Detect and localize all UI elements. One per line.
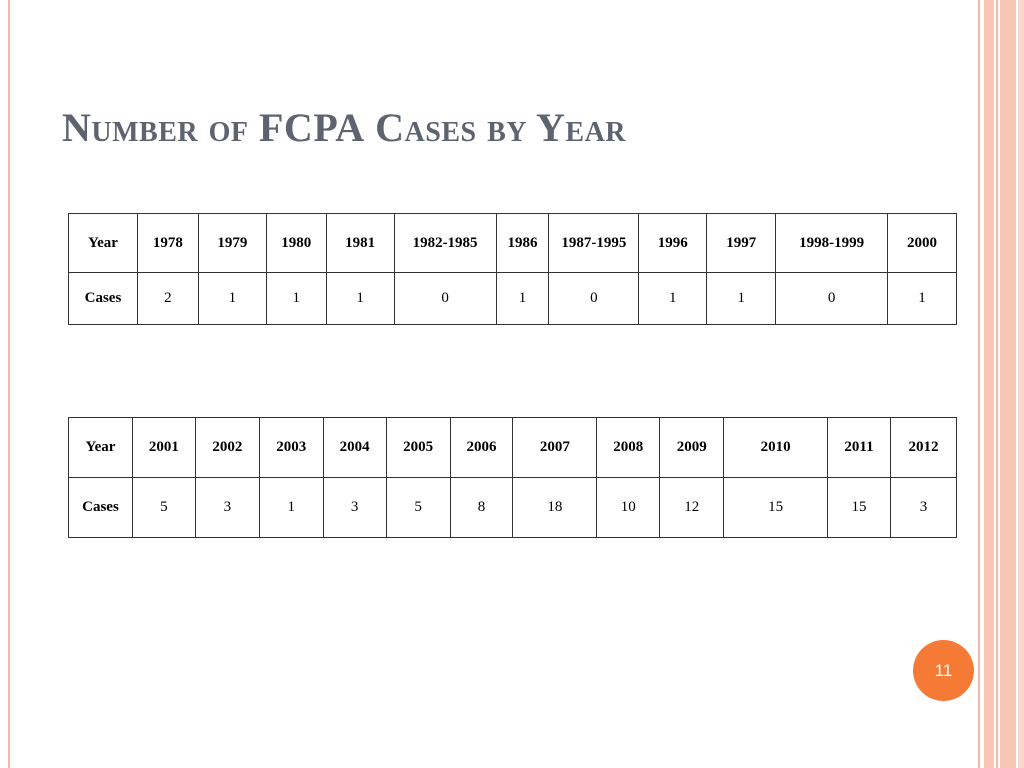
cases-cell: 12 [660, 478, 724, 538]
cases-cell: 3 [323, 478, 386, 538]
left-border-rule [8, 0, 10, 768]
table-row-years [69, 214, 957, 273]
cases-row-label: Cases [69, 273, 138, 325]
cases-cell: 5 [386, 478, 450, 538]
stripe [978, 0, 980, 768]
cases-cell: 15 [724, 478, 828, 538]
cases-cell: 1 [259, 478, 323, 538]
year-cell: 2004 [323, 418, 386, 478]
stripe [1000, 0, 1016, 768]
cases-cell: 3 [890, 478, 956, 538]
year-cell: 1997 [707, 214, 776, 273]
page-number: 11 [934, 660, 953, 680]
cases-cell: 0 [394, 273, 496, 325]
cases-cell: 1 [326, 273, 394, 325]
year-cell: 1980 [266, 214, 326, 273]
year-cell: 2002 [195, 418, 259, 478]
title-part: FCPA [259, 105, 365, 150]
year-cell: 2005 [386, 418, 450, 478]
cases-cell: 1 [496, 273, 549, 325]
cases-cell: 18 [513, 478, 597, 538]
cases-cell: 0 [549, 273, 639, 325]
year-cell: 1986 [496, 214, 549, 273]
title-part: Cases by Year [364, 105, 627, 150]
cases-cell: 5 [132, 478, 195, 538]
year-cell: 2010 [724, 418, 828, 478]
table-row-cases [69, 273, 957, 325]
cases-cell: 1 [707, 273, 776, 325]
title-part: Number [62, 105, 199, 150]
year-row-label: Year [69, 214, 138, 273]
year-cell: 2006 [450, 418, 513, 478]
cases-cell: 3 [195, 478, 259, 538]
year-row-label: Year [69, 418, 133, 478]
cases-cell: 1 [639, 273, 707, 325]
year-cell: 2000 [888, 214, 957, 273]
stripe [996, 0, 998, 768]
year-cell: 1982-1985 [394, 214, 496, 273]
page-number-badge [913, 640, 974, 701]
year-cell: 2008 [597, 418, 660, 478]
cases-cell: 10 [597, 478, 660, 538]
cases-cell: 0 [776, 273, 888, 325]
cases-cell: 1 [198, 273, 266, 325]
year-cell: 1979 [198, 214, 266, 273]
year-cell: 2012 [890, 418, 956, 478]
year-cell: 2011 [828, 418, 891, 478]
right-decorative-stripes [978, 0, 1024, 768]
year-cell: 2001 [132, 418, 195, 478]
cases-table-2001-2012 [68, 417, 957, 538]
year-cell: 1978 [137, 214, 198, 273]
cases-row-label: Cases [69, 478, 133, 538]
year-cell: 1987-1995 [549, 214, 639, 273]
year-cell: 1981 [326, 214, 394, 273]
year-cell: 1998-1999 [776, 214, 888, 273]
year-cell: 2007 [513, 418, 597, 478]
stripe [984, 0, 994, 768]
cases-cell: 1 [266, 273, 326, 325]
year-cell: 1996 [639, 214, 707, 273]
table-row-cases [69, 478, 957, 538]
cases-cell: 1 [888, 273, 957, 325]
title-part: of [198, 105, 259, 150]
cases-cell: 2 [137, 273, 198, 325]
year-cell: 2009 [660, 418, 724, 478]
cases-table-1978-2000 [68, 213, 957, 325]
table-row-years [69, 418, 957, 478]
slide-title [62, 104, 626, 151]
year-cell: 2003 [259, 418, 323, 478]
cases-cell: 8 [450, 478, 513, 538]
cases-cell: 15 [828, 478, 891, 538]
stripe [1018, 0, 1024, 768]
